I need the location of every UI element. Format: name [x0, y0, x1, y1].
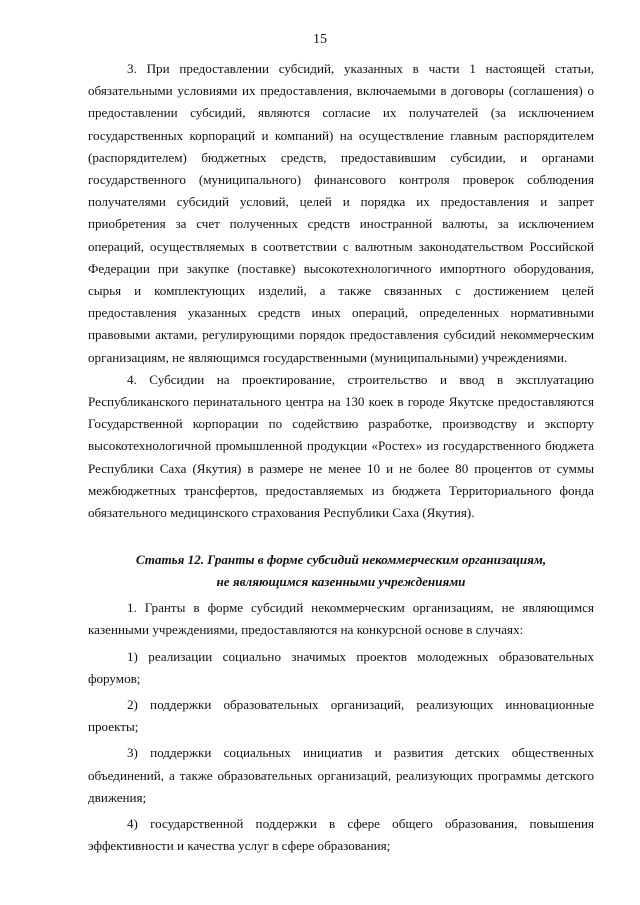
list-item-3-childrens-associations: 3) поддержки социальных инициатив и развития детских общественных объединений, а также образовательных организаций, реализующих программы детского движения; — [88, 745, 594, 805]
page-number: 15 — [313, 32, 327, 47]
paragraph-4-perinatal-center: 4. Субсидии на проектирование, строительство и ввод в эксплуатацию Республиканского перинатального центра на 130 коек в городе Якутске предоставляются Государственной корпорации по содействию разработке, производству и экспорту высокотехнологичной промышленной продукции «Ростех» из государственного бюджета Республики Саха (Якутия) в размере не менее 10 и не более 80 процентов от суммы межбюджетных трансфертов, предоставляемых из бюджета Территориального фонда обязательного медицинского страхования Республики Саха (Якутия). — [88, 371, 594, 521]
article-title-line-1: Статья 12. Гранты в форме субсидий некоммерческим организациям, — [135, 552, 547, 568]
paragraph-3-subsidy-conditions: 3. При предоставлении субсидий, указанных в части 1 настоящей статьи, обязательными условиями их предоставления, включаемыми в договоры (соглашения) о предоставлении субсидий, являются согласие их получателей (за исключением государственных корпораций и компаний) на осуществление главным распорядителем (распорядителем) бюджетных средств, предоставившим субсидии, и органами государственного (муниципального) финансового контроля проверок соблюдения получателями субсидий условий, целей и порядка их предоставления и запрет приобретения за счет полученных средств иностранной валюты, за исключением операций, осуществляемых в соответствии с валютным законодательством Российской Федерации при закупке (поставке) высокотехнологичного импортного оборудования, сырья и комплектующих изделий, а также связанных с достижением целей предоставления указанных средств иных операций, определенных нормативными правовыми актами, регулирующими порядок предоставления субсидий некоммерческим организациям, не являющимся государственными (муниципальными) учреждениями. — [88, 61, 594, 365]
article-12-paragraph-1: 1. Гранты в форме субсидий некоммерческим организациям, не являющимся казенными учреждениями, предоставляются на конкурсной основе в случаях: — [88, 600, 594, 638]
article-title-line-2: не являющимся казенными учреждениями — [216, 574, 466, 590]
list-item-1-youth-forums: 1) реализации социально значимых проектов молодежных образовательных форумов; — [88, 648, 594, 686]
article-12-title — [88, 549, 594, 593]
document-body — [88, 58, 594, 858]
list-item-2-innovative-projects: 2) поддержки образовательных организаций, реализующих инновационные проекты; — [88, 697, 594, 735]
list-item-4-general-education: 4) государственной поддержки в сфере общего образования, повышения эффективности и качества услуг в сфере образования; — [88, 816, 594, 854]
